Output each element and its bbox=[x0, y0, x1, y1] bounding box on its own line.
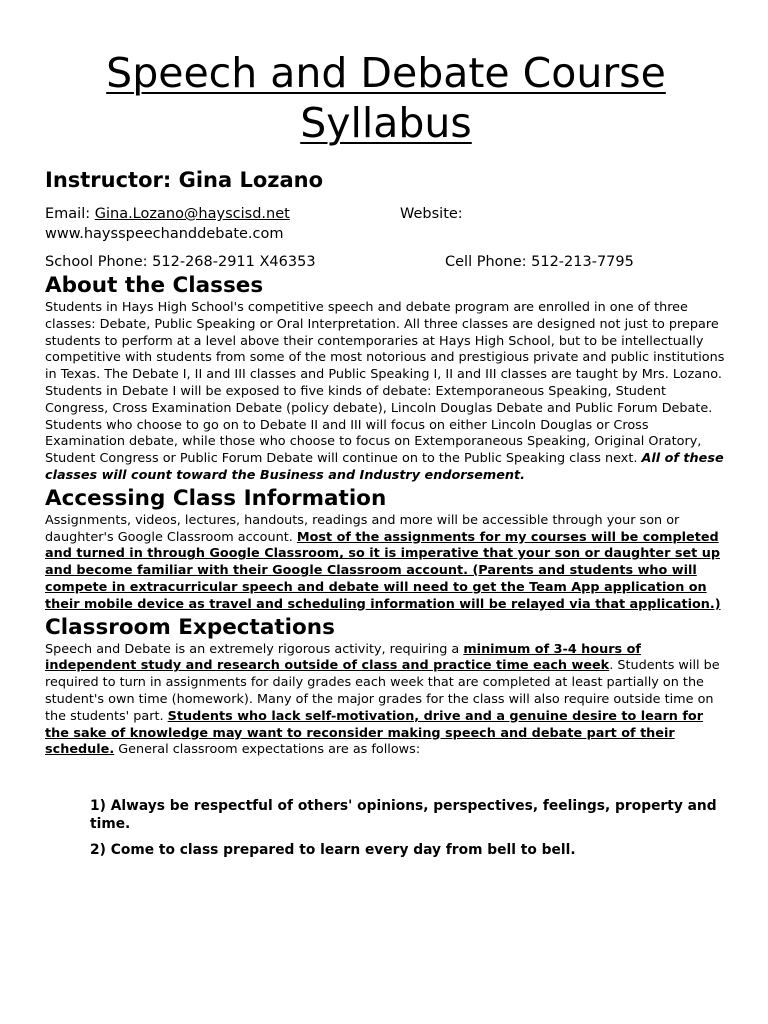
website-url[interactable]: www.haysspeechanddebate.com bbox=[45, 226, 284, 242]
expectations-paragraph bbox=[45, 642, 727, 760]
website-line bbox=[45, 224, 727, 244]
syllabus-page bbox=[45, 0, 727, 867]
instructor-name: Instructor: Gina Lozano bbox=[45, 168, 324, 192]
email-link[interactable]: Gina.Lozano@hayscisd.net bbox=[94, 206, 290, 222]
google-classroom-note: Most of the assignments for my courses will be completed and turned in through Google Classroom, so it is imperative that your son or daughter set up and become familiar with their Google Classroom account. (Parents and students who will compete in extracurricular speech and debate will need to get the Team App application on their mobile device as travel and scheduling information will be relayed via that application.) bbox=[45, 529, 721, 612]
expectations-text-e: General classroom expectations are as follows: bbox=[114, 742, 421, 758]
about-paragraph-2 bbox=[45, 384, 727, 485]
study-hours-note: minimum of 3-4 hours of independent study and research outside of class and practice time each week bbox=[45, 641, 641, 674]
document-title: Speech and Debate Course Syllabus bbox=[106, 49, 666, 147]
expectations-text-a: Speech and Debate is an extremely rigorous activity, requiring a bbox=[45, 641, 464, 657]
endorsement-note: All of these classes will count toward the Business and Industry endorsement. bbox=[45, 451, 724, 483]
access-heading: Accessing Class Information bbox=[45, 485, 387, 511]
about-paragraph-2-text: Students in Debate I will be exposed to five kinds of debate: Extemporaneous Speaking, Student Congress, Cross Examination Debate (policy debate), Lincoln Douglas Debate and Public Forum Debate. Students who choose to go on to Debate II and III will focus on either Lincoln Douglas or Cross Examination debate, while those who choose to focus on Extemporaneous Speaking, Original Oratory, Student Congress or Public Forum Debate will continue on to the Public Speaking class next. bbox=[45, 383, 713, 467]
about-paragraph-1: Students in Hays High School's competitive speech and debate program are enrolled in one of three classes: Debate, Public Speaking or Oral Interpretation. All three classes are designed not just to prepare students to perform at a level above their contemporaries at Hays High School, but to be intellectually competitive with students from some of the most notorious and prestigious private and public institutions in Texas. The Debate I, II and III classes and Public Speaking I, II and III classes are taught by Mrs. Lozano. bbox=[45, 300, 725, 383]
list-item: 1) Always be respectful of others' opinions, perspectives, feelings, property and time. bbox=[90, 798, 717, 833]
access-paragraph bbox=[45, 513, 727, 614]
expectations-list bbox=[45, 797, 727, 859]
school-phone: School Phone: 512-268-2911 X46353 bbox=[45, 254, 316, 270]
phone-line bbox=[45, 252, 727, 272]
website-label: Website: bbox=[400, 206, 463, 222]
list-item: 2) Come to class prepared to learn every day from bell to bell. bbox=[90, 842, 576, 859]
motivation-note: Students who lack self-motivation, drive and a genuine desire to learn for the sake of knowledge may want to reconsider making speech and debate part of their schedule. bbox=[45, 708, 704, 758]
contact-info bbox=[45, 204, 727, 272]
about-heading: About the Classes bbox=[45, 273, 264, 298]
email-line bbox=[45, 204, 727, 224]
expectations-heading: Classroom Expectations bbox=[45, 614, 335, 640]
email-label: Email: bbox=[45, 206, 95, 222]
access-paragraph-text: Assignments, videos, lectures, handouts, readings and more will be accessible through your son or daughter's Google Classroom account. bbox=[45, 512, 680, 545]
cell-phone: Cell Phone: 512-213-7795 bbox=[445, 254, 634, 270]
expectations-text-c: . Students will be required to turn in assignments for daily grades each week that are completed at least partially on the student's own time (homework). Many of the major grades for the class will also require outside time on the students' part. bbox=[45, 658, 720, 724]
